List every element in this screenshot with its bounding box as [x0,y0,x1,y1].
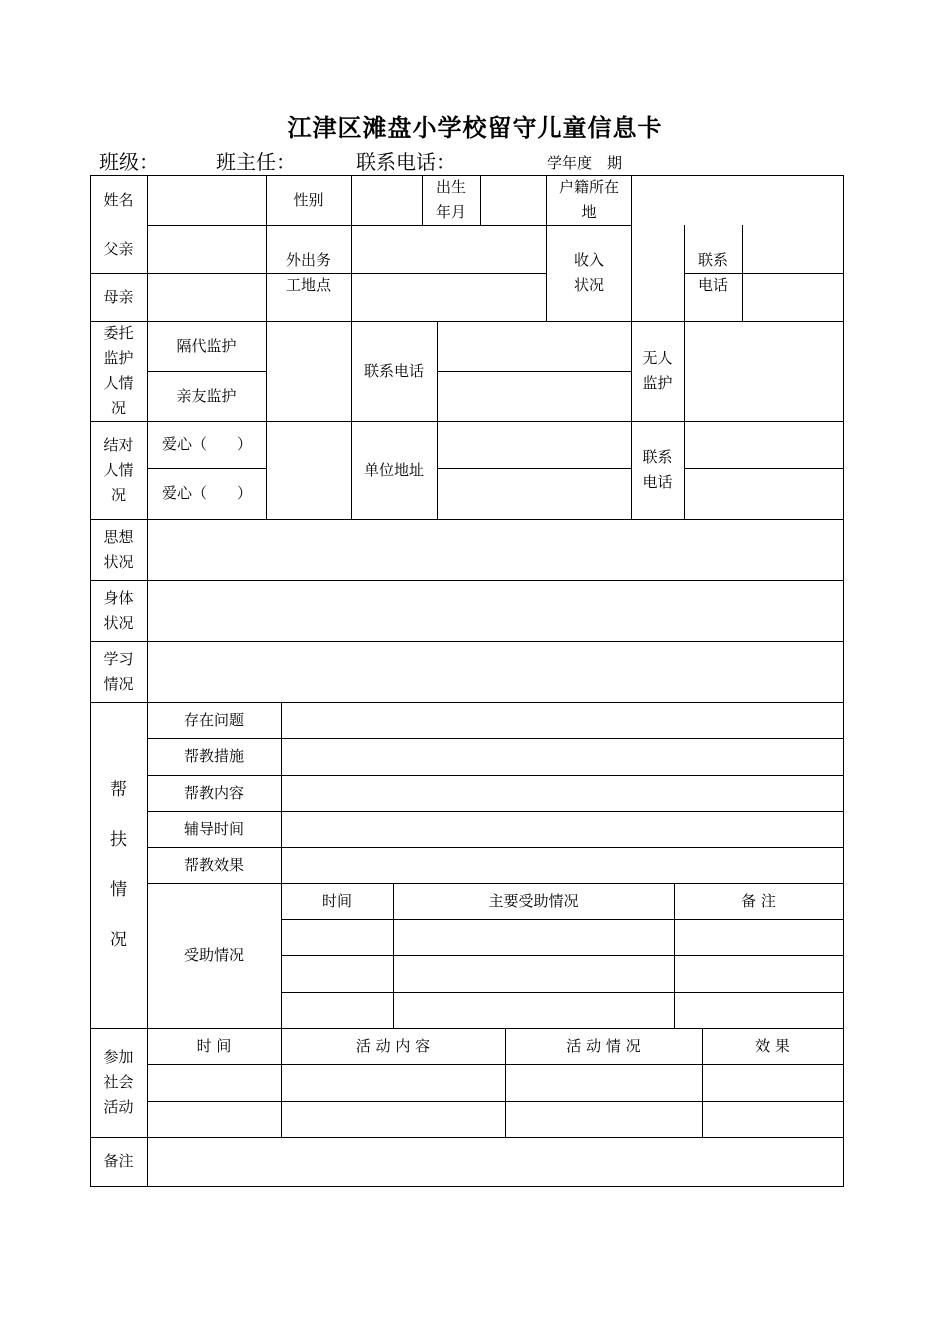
grid-line-h [147,1101,844,1102]
grid-line-v [147,175,148,322]
aid-note-header: 备 注 [741,891,776,910]
father-label: 父亲 [103,239,134,258]
support-label: 帮 扶 情 况 [110,780,127,950]
tutoring-time-label: 辅导时间 [183,819,244,838]
content-label: 帮教内容 [183,783,244,802]
thought-status-label: 思想 状况 [103,527,134,571]
activity-time-header: 时 间 [196,1036,232,1055]
love-volunteer-1-label: 爱心（ ） [162,435,253,453]
study-status-label: 学习 情况 [103,649,134,693]
grid-line-v [281,702,282,1029]
guardian-phone-label: 联系电话 [363,361,424,380]
gender-label: 性别 [293,190,324,209]
birth-label: 出生 年月 [435,178,466,221]
income-label: 收入 状况 [573,251,604,294]
relative-guardian-label: 亲友监护 [176,386,237,405]
grid-line-h [90,519,844,520]
no-guardian-label: 无人 监护 [642,349,673,392]
grid-line-h [684,468,844,469]
grid-line-v [480,175,481,226]
phone-label: 联系电话： [356,150,456,174]
problem-label: 存在问题 [183,710,244,729]
work-place-label: 外出务 工地点 [285,251,331,294]
aid-main-header: 主要受助情况 [488,891,579,910]
name-label: 姓名 [103,190,134,209]
teacher-label: 班主任： [216,150,296,174]
activity-effect-header: 效 果 [755,1036,790,1055]
grandparent-guardian-label: 隔代监护 [176,336,237,355]
activity-status-header: 活 动 情 况 [566,1036,641,1055]
remarks-label: 备注 [103,1152,134,1170]
grid-line-h [281,992,844,993]
social-activity-label: 参加 社会 活动 [103,1048,134,1116]
pairing-label: 结对 人情 况 [103,435,134,504]
grid-line-v [742,225,743,322]
measures-label: 帮教措施 [183,747,244,765]
school-year-label: 学年度 期 [547,154,623,172]
work-address-label: 单位地址 [363,460,424,479]
effect-label: 帮教效果 [183,855,244,874]
pairing-phone-label: 联系 电话 [642,448,673,491]
mother-label: 母亲 [103,287,134,306]
parent-phone-label: 联系 电话 [697,251,728,294]
grid-line-h [281,919,844,920]
aid-label: 受助情况 [183,946,244,964]
aid-time-header: 时间 [321,891,352,910]
grid-line-h [437,468,632,469]
grid-line-v [437,321,438,520]
hukou-label: 户籍所在 地 [558,178,619,221]
page-title: 江津区滩盘小学校留守儿童信息卡 [287,113,663,142]
grid-line-h [281,955,844,956]
guardian-label: 委托 监护 人情 况 [103,324,134,417]
class-label: 班级： [99,150,159,174]
grid-line-h [437,371,632,372]
grid-line-h [90,641,844,642]
grid-line-v [843,175,844,1187]
grid-line-h [90,580,844,581]
love-volunteer-2-label: 爱心（ ） [162,484,253,502]
health-status-label: 身体 状况 [103,588,134,632]
grid-line-h [90,1186,844,1187]
grid-line-h [90,1137,844,1138]
grid-line-h [147,1064,844,1065]
activity-content-header: 活 动 内 容 [355,1036,431,1055]
